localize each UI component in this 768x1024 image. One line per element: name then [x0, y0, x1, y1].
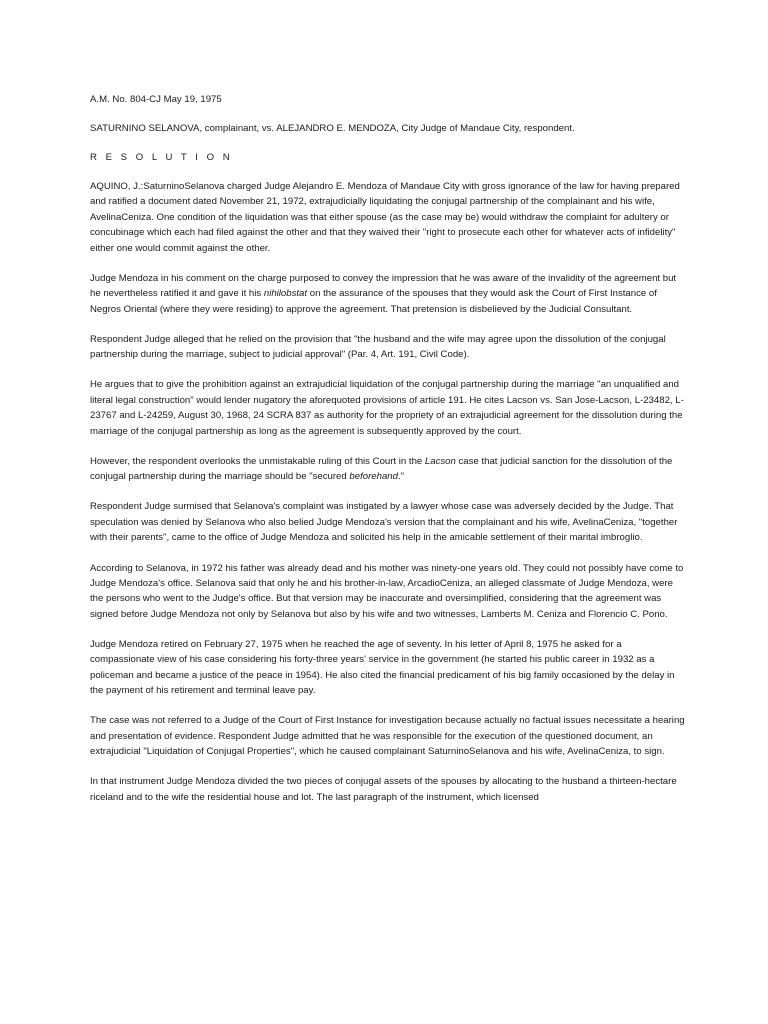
paragraph-7: According to Selanova, in 1972 his father was already dead and his mother was ninety-one years old. They could not possibly have come to Judge Mendoza's office. Selanova said that only he and his brother-in-law, ArcadioCeniza, an alleged classmate of Judge Mendoza, were the persons who went to the Judge's office. But that version may be inaccurate and oversimplified, considering that the agreement was signed before Judge Mendoza not only by Selanova but also by his wife and two witnesses, Lamberts M. Ceniza and Florencio C. Pono.	[90, 562, 684, 620]
paragraph-4: He argues that to give the prohibition against an extrajudicial liquidation of the conjugal partnership during the marriage "an unqualified and literal legal construction" would lender nugatory the aforequoted provisions of article 191. He cites Lacson vs. San Jose-Lacson, L-23482, L-23767 and L-24259, August 30, 1968, 24 SCRA 837 as authority for the propriety of an extrajudicial agreement for the dissolution during the marriage of the conjugal partnership as long as the agreement is subsequently approved by the court.	[90, 379, 684, 437]
paragraph-1-text: SaturninoSelanova charged Judge Alejandro E. Mendoza of Mandaue City with gross ignorance of the law for having prepared and ratified a document dated November 21, 1972, extrajudicially liquidating the conjugal partnership of the complainant and his wife, AvelinaCeniza. One condition of the liquidation was that either spouse (as the case may be) would withdraw the complaint for adultery or concubinage which each had filed against the other and that they waived their "right to prosecute each other for whatever acts of infidelity" either one would commit against the other.	[90, 181, 680, 254]
paragraph-1	[90, 179, 688, 256]
document-page	[90, 92, 688, 820]
paragraph-5-after: ."	[397, 471, 405, 483]
paragraph-5-before: However, the respondent overlooks the unmistakable ruling of this Court in the	[90, 455, 425, 467]
paragraph-8: Judge Mendoza retired on February 27, 1975 when he reached the age of seventy. In his letter of April 8, 1975 he asked for a compassionate view of his case considering his forty-three years' service in the government (he started his public career in 1932 as a policeman and became a justice of the peace in 1954). He also cited the financial predicament of his big family occasioned by the delay in the payment of his retirement and terminal leave pay.	[90, 638, 675, 697]
case-parties: SATURNINO SELANOVA, complainant, vs. ALEJANDRO E. MENDOZA, City Judge of Mandaue City, respondent.	[90, 123, 575, 134]
paragraph-3: Respondent Judge alleged that he relied on the provision that "the husband and the wife may agree upon the dissolution of the conjugal partnership during the marriage, subject to judicial approval" (Par. 4, Art. 191, Civil Code).	[90, 333, 666, 361]
case-number: A.M. No. 804-CJ May 19, 1975	[90, 94, 222, 105]
paragraph-10: In that instrument Judge Mendoza divided the two pieces of conjugal assets of the spouses by allocating to the husband a thirteen-hectare riceland and to the wife the residential house and lot. The last paragraph of the instrument, which licensed	[90, 776, 677, 803]
paragraph-2	[90, 271, 688, 317]
paragraph-5-middle: case that judicial sanction for the dissolution of the conjugal partnership during the marriage should be "secured	[90, 455, 673, 483]
paragraph-5	[90, 454, 688, 485]
paragraph-2-before: Judge Mendoza in his comment on the charge purposed to convey the impression that he was aware of the invalidity of the agreement but he nevertheless ratified it and gave it his	[90, 272, 677, 300]
paragraph-2-after: on the assurance of the spouses that they would ask the Court of First Instance of Negros Oriental (where they were residing) to approve the agreement. That pretension is disbelieved by the Judicial Consultant.	[90, 288, 657, 315]
paragraph-5-italic-beforehand: beforehand	[349, 471, 398, 483]
section-title: R E S O L U T I O N	[90, 152, 233, 163]
paragraph-9: The case was not referred to a Judge of the Court of First Instance for investigation because actually no factual issues necessitate a hearing and presentation of evidence. Respondent Judge admitted that he was responsible for the execution of the questioned document, an extrajudicial "Liquidation of Conjugal Properties", which he caused complainant SaturninoSelanova and his wife, AvelinaCeniza, to sign.	[90, 715, 685, 758]
author-lead: AQUINO, J.:	[90, 181, 144, 192]
paragraph-6: Respondent Judge surmised that Selanova's complaint was instigated by a lawyer whose case was adversely decided by the Judge. That speculation was denied by Selanova who also belied Judge Mendoza's version that the complainant and his wife, AvelinaCeniza, "together with their parents", came to the office of Judge Mendoza and solicited his help in the amicable settlement of their marital imbroglio.	[90, 501, 678, 544]
paragraph-2-italic: nihilobstat	[263, 288, 308, 300]
paragraph-5-italic-case: Lacson	[424, 455, 456, 467]
